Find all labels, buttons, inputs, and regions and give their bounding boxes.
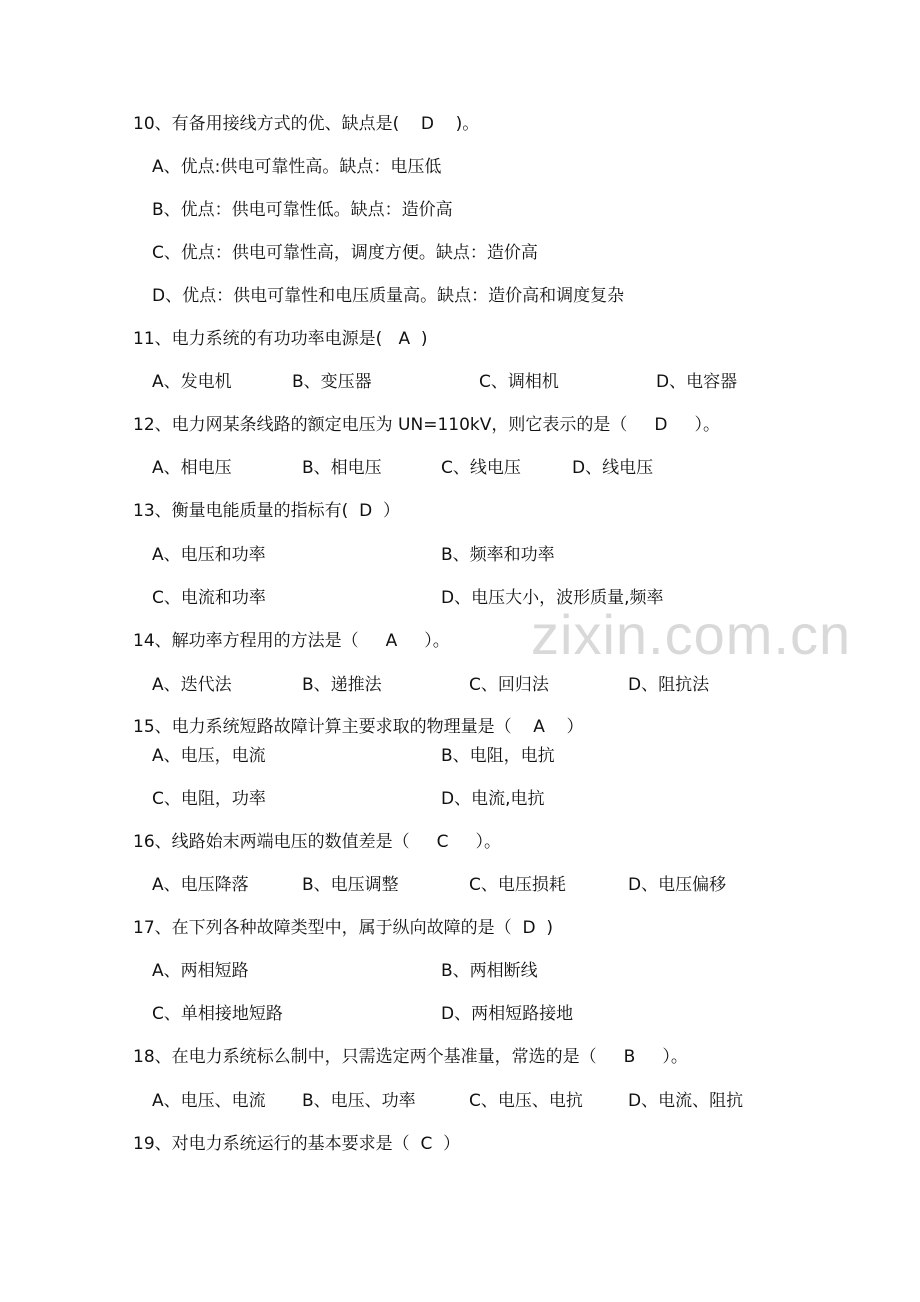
q10-option-c: C、优点：供电可靠性高，调度方便。缺点：造价高 [152, 243, 538, 263]
q16-option-a: A、电压降落 [152, 875, 249, 895]
q14-option-b: B、递推法 [302, 675, 382, 695]
q16-option-c: C、电压损耗 [469, 875, 566, 895]
q10-option-a: A、优点:供电可靠性高。缺点：电压低 [152, 157, 442, 177]
q11-option-a: A、发电机 [152, 372, 232, 392]
watermark: zixin.com.cn [531, 603, 852, 666]
q14-option-a: A、迭代法 [152, 675, 232, 695]
q14-option-d: D、阻抗法 [628, 675, 710, 695]
q13-option-a: A、电压和功率 [152, 545, 266, 565]
q15-option-d: D、电流,电抗 [441, 789, 545, 809]
q12-option-a: A、相电压 [152, 458, 232, 478]
q13-option-b: B、频率和功率 [441, 545, 555, 565]
q12-option-b: B、相电压 [302, 458, 382, 478]
question-11: 11、电力系统的有功功率电源是( A ) [133, 329, 428, 349]
question-12: 12、电力网某条线路的额定电压为 UN=110kV，则它表示的是（ D ）。 [133, 415, 720, 435]
question-17: 17、在下列各种故障类型中，属于纵向故障的是（ D ) [133, 918, 553, 938]
question-18: 18、在电力系统标么制中，只需选定两个基准量，常选的是（ B ）。 [133, 1047, 688, 1067]
q18-option-a: A、电压、电流 [152, 1091, 266, 1111]
q11-option-c: C、调相机 [479, 372, 559, 392]
q13-option-d: D、电压大小，波形质量,频率 [441, 588, 664, 608]
q17-option-d: D、两相短路接地 [441, 1004, 574, 1024]
q18-option-b: B、电压、功率 [302, 1091, 416, 1111]
q18-option-d: D、电流、阻抗 [628, 1091, 744, 1111]
question-10: 10、有备用接线方式的优、缺点是( D )。 [133, 114, 480, 134]
question-15: 15、电力系统短路故障计算主要求取的物理量是（ A ） [133, 717, 584, 737]
q15-option-a: A、电压，电流 [152, 746, 266, 766]
q11-option-d: D、电容器 [656, 372, 738, 392]
q18-option-c: C、电压、电抗 [469, 1091, 583, 1111]
q16-option-b: B、电压调整 [302, 875, 399, 895]
q16-option-d: D、电压偏移 [628, 875, 727, 895]
q11-option-b: B、变压器 [292, 372, 372, 392]
q15-option-c: C、电阻，功率 [152, 789, 266, 809]
question-13: 13、衡量电能质量的指标有( D ） [133, 501, 400, 521]
question-19: 19、对电力系统运行的基本要求是（ C ） [133, 1134, 461, 1154]
q12-option-c: C、线电压 [441, 458, 521, 478]
q10-option-b: B、优点：供电可靠性低。缺点：造价高 [152, 200, 453, 220]
q17-option-a: A、两相短路 [152, 961, 249, 981]
q12-option-d: D、线电压 [572, 458, 654, 478]
q14-option-c: C、回归法 [469, 675, 549, 695]
q17-option-c: C、单相接地短路 [152, 1004, 283, 1024]
q13-option-c: C、电流和功率 [152, 588, 266, 608]
question-14: 14、解功率方程用的方法是（ A ）。 [133, 631, 450, 651]
q15-option-b: B、电阻，电抗 [441, 746, 555, 766]
q10-option-d: D、优点：供电可靠性和电压质量高。缺点：造价高和调度复杂 [152, 286, 625, 306]
q17-option-b: B、两相断线 [441, 961, 538, 981]
question-16: 16、线路始末两端电压的数值差是（ C ）。 [133, 832, 502, 852]
